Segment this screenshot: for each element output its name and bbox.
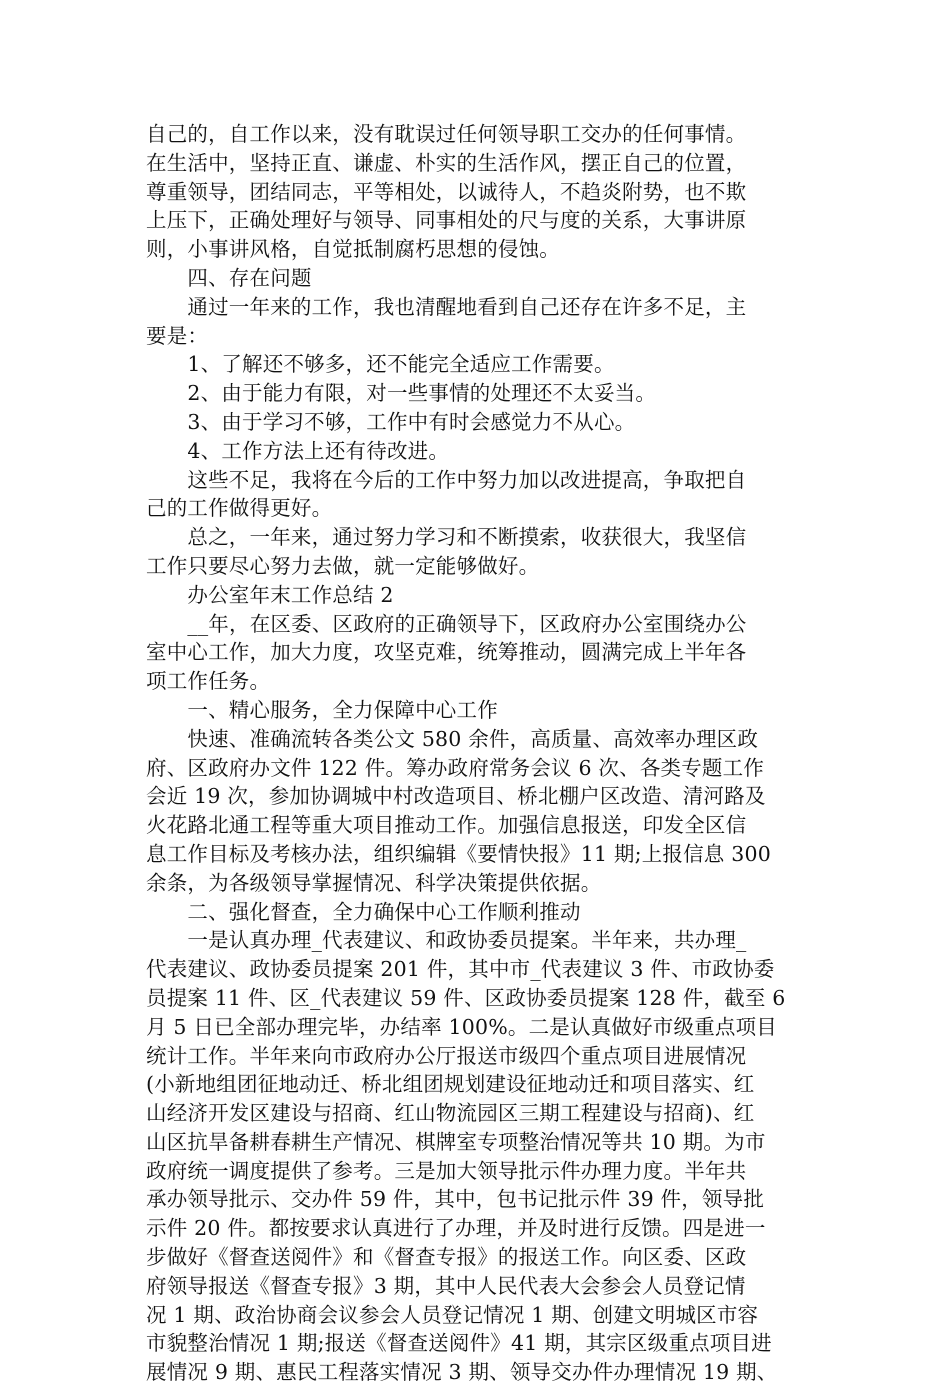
text-line: 室中心工作，加大力度，攻坚克难，统筹推动，圆满完成上半年各 [146, 640, 747, 665]
text-line: 息工作目标及考核办法，组织编辑《要情快报》11 期;上报信息 300 [146, 841, 771, 866]
text-line: 代表建议、政协委员提案 201 件，其中市_代表建议 3 件、市政协委 [146, 957, 775, 982]
text-line: 3、由于学习不够，工作中有时会感觉力不从心。 [146, 409, 636, 434]
text-line: 况 1 期、政治协商会议参会人员登记情况 1 期、创建文明城区市容 [146, 1302, 759, 1327]
text-line: 快速、准确流转各类公文 580 余件，高质量、高效率办理区政 [146, 726, 759, 751]
text-line: 市貌整治情况 1 期;报送《督查送阅件》41 期，其宗区级重点项目进 [146, 1331, 772, 1356]
text-line: 上压下，正确处理好与领导、同事相处的尺与度的关系，大事讲原 [146, 208, 747, 233]
text-line: 山经济开发区建设与招商、红山物流园区三期工程建设与招商)、红 [146, 1101, 755, 1126]
text-line: 这些不足，我将在今后的工作中努力加以改进提高，争取把自 [146, 467, 747, 492]
text-line: 要是： [146, 323, 209, 348]
text-line: 一是认真办理_代表建议、和政协委员提案。半年来，共办理_ [146, 928, 747, 953]
text-line: 己的工作做得更好。 [146, 496, 333, 521]
text-line: (小新地组团征地动迁、桥北组团规划建设征地动迁和项目落实、红 [146, 1072, 755, 1097]
text-line: 自己的，自工作以来，没有耽误过任何领导职工交办的任何事情。 [146, 122, 747, 146]
text-line: 通过一年来的工作，我也清醒地看到自己还存在许多不足，主 [146, 294, 747, 319]
text-line: 府领导报送《督查专报》3 期，其中人民代表大会参会人员登记情 [146, 1273, 746, 1298]
text-line: 尊重领导，团结同志，平等相处，以诚待人，不趋炎附势，也不欺 [146, 179, 747, 204]
text-line: 办公室年末工作总结 2 [146, 582, 394, 607]
text-line: 山区抗旱备耕春耕生产情况、棋牌室专项整治情况等共 10 期。为市 [146, 1129, 766, 1154]
text-line: 总之，一年来，通过努力学习和不断摸索，收获很大，我坚信 [146, 525, 747, 550]
text-line: __年，在区委、区政府的正确领导下，区政府办公室围绕办公 [146, 611, 747, 636]
text-line: 一、精心服务，全力保障中心工作 [146, 697, 498, 722]
text-line: 在生活中，坚持正直、谦虚、朴实的生活作风，摆正自己的位置， [146, 150, 747, 175]
text-line: 月 5 日已全部办理完毕，办结率 100%。二是认真做好市级重点项目 [146, 1014, 777, 1039]
text-line: 府、区政府办文件 122 件。筹办政府常务会议 6 次、各类专题工作 [146, 755, 765, 780]
text-line: 火花路北通工程等重大项目推动工作。加强信息报送，印发全区信 [146, 813, 747, 838]
text-line: 2、由于能力有限，对一些事情的处理还不太妥当。 [146, 381, 657, 406]
text-line: 工作只要尽心努力去做，就一定能够做好。 [146, 553, 540, 578]
text-line: 示件 20 件。都按要求认真进行了办理，并及时进行反馈。四是进一 [146, 1216, 766, 1241]
text-line: 统计工作。半年来向市政府办公厅报送市级四个重点项目进展情况 [146, 1043, 747, 1068]
text-line: 1、了解还不够多，还不能完全适应工作需要。 [146, 352, 615, 377]
text-line: 步做好《督查送阅件》和《督查专报》的报送工作。向区委、区政 [146, 1245, 747, 1270]
text-line: 项工作任务。 [146, 669, 271, 694]
text-line: 余条，为各级领导掌握情况、科学决策提供依据。 [146, 870, 602, 895]
text-line: 二、强化督查，全力确保中心工作顺利推动 [146, 899, 581, 924]
text-line: 展情况 9 期、惠民工程落实情况 3 期、领导交办件办理情况 19 期、 [146, 1360, 778, 1385]
document-body [146, 120, 810, 1387]
text-line: 政府统一调度提供了参考。三是加大领导批示件办理力度。半年共 [146, 1158, 747, 1183]
text-line: 4、工作方法上还有待改进。 [146, 438, 450, 463]
text-line: 则，小事讲风格，自觉抵制腐朽思想的侵蚀。 [146, 237, 560, 262]
text-line: 承办领导批示、交办件 59 件，其中，包书记批示件 39 件，领导批 [146, 1187, 765, 1212]
text-line: 员提案 11 件、区_代表建议 59 件、区政协委员提案 128 件，截至 6 [146, 985, 786, 1010]
text-line: 会近 19 次，参加协调城中村改造项目、桥北棚户区改造、清河路及 [146, 784, 766, 809]
text-line: 四、存在问题 [146, 265, 312, 290]
